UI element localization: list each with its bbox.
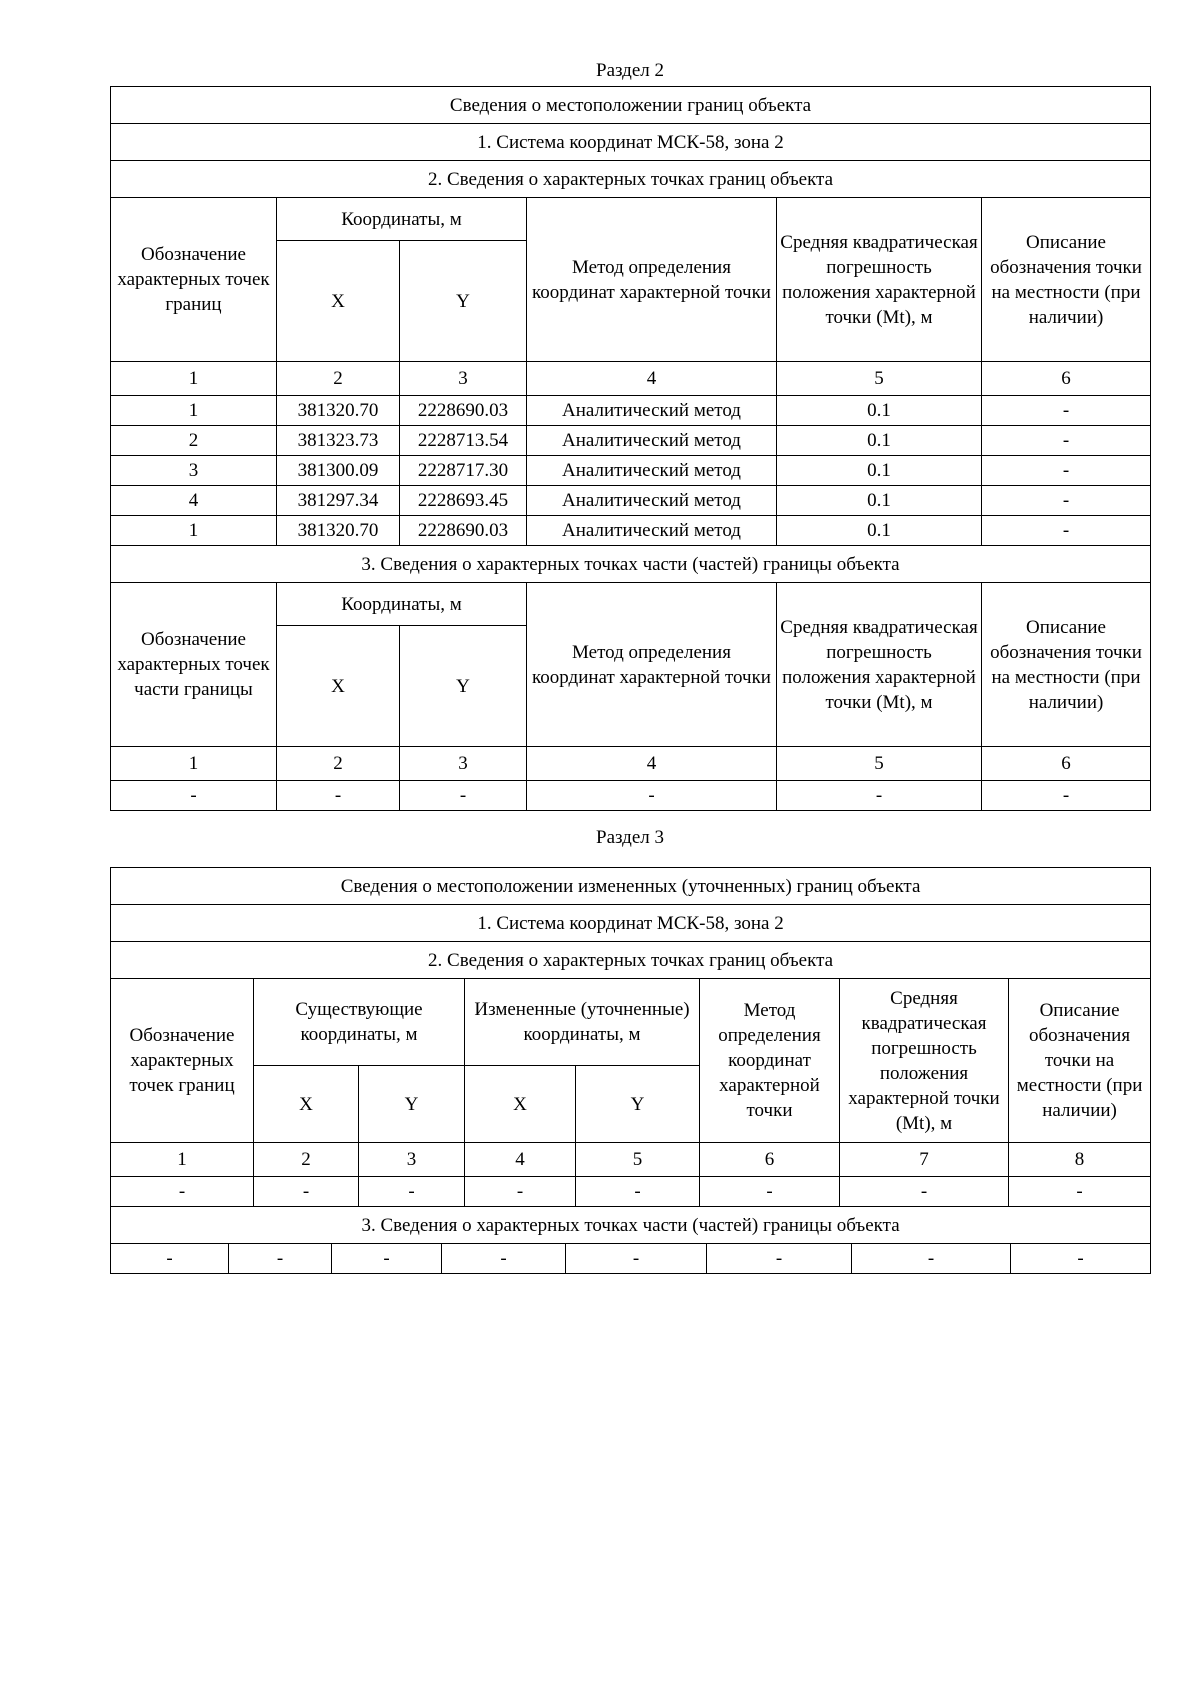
header-y: Y — [400, 241, 527, 362]
coord-system-row — [111, 124, 1151, 161]
cell-point: 2 — [111, 426, 277, 456]
cell-mt: 0.1 — [777, 486, 982, 516]
parts-title-row — [111, 1207, 1151, 1244]
col-num: 5 — [777, 747, 982, 781]
col-num: 2 — [277, 747, 400, 781]
table-row — [111, 456, 1151, 486]
col-num: 1 — [111, 747, 277, 781]
parts-header-description: Описание обозначения точки на местности (при наличии) — [982, 583, 1151, 747]
header-x: X — [465, 1066, 576, 1143]
section-3-title: Раздел 3 — [596, 827, 664, 848]
cell-y: 2228717.30 — [400, 456, 527, 486]
col-num: 5 — [777, 362, 982, 396]
header-y: Y — [359, 1066, 465, 1143]
table-row — [111, 516, 1151, 546]
caption-row — [111, 868, 1151, 905]
cell-mt: 0.1 — [777, 396, 982, 426]
cell-desc: - — [982, 516, 1151, 546]
col-num: 6 — [982, 747, 1151, 781]
cell-empty: - — [229, 1244, 332, 1274]
col-num: 2 — [254, 1143, 359, 1177]
cell-desc: - — [982, 396, 1151, 426]
cell-empty: - — [527, 781, 777, 811]
cell-empty: - — [465, 1177, 576, 1207]
cell-empty: - — [332, 1244, 442, 1274]
section-3-parts-table — [110, 1243, 1151, 1274]
cell-empty: - — [576, 1177, 700, 1207]
cell-method: Аналитический метод — [527, 456, 777, 486]
parts-header-method: Метод определения координат характерной точки — [527, 583, 777, 747]
header-method: Метод определения координат характерной точки — [527, 198, 777, 362]
parts-header-row — [111, 583, 1151, 626]
col-num: 3 — [359, 1143, 465, 1177]
cell-method: Аналитический метод — [527, 396, 777, 426]
col-num: 6 — [700, 1143, 840, 1177]
cell-y: 2228690.03 — [400, 516, 527, 546]
points-title-row — [111, 942, 1151, 979]
cell-empty: - — [442, 1244, 566, 1274]
col-num: 3 — [400, 362, 527, 396]
header-coords: Координаты, м — [277, 198, 527, 241]
section-2-table — [110, 86, 1151, 811]
parts-header-y: Y — [400, 626, 527, 747]
parts-header-designation: Обозначение характерных точек части границы — [111, 583, 277, 747]
header-x: X — [277, 241, 400, 362]
cell-y: 2228693.45 — [400, 486, 527, 516]
cell-empty: - — [1011, 1244, 1151, 1274]
header-error: Средняя квадратическая погрешность положения характерной точки (Mt), м — [840, 979, 1009, 1143]
cell-mt: 0.1 — [777, 516, 982, 546]
parts-header-x: X — [277, 626, 400, 747]
header-description: Описание обозначения точки на местности (при наличии) — [982, 198, 1151, 362]
section-2-caption: Сведения о местоположении границ объекта — [111, 87, 1151, 124]
table-row — [111, 396, 1151, 426]
table-row — [111, 426, 1151, 456]
cell-y: 2228690.03 — [400, 396, 527, 426]
column-numbers-row — [111, 362, 1151, 396]
parts-column-numbers-row — [111, 747, 1151, 781]
cell-empty: - — [111, 781, 277, 811]
cell-mt: 0.1 — [777, 426, 982, 456]
points-title: 2. Сведения о характерных точках границ объекта — [111, 942, 1151, 979]
header-y: Y — [576, 1066, 700, 1143]
cell-empty: - — [359, 1177, 465, 1207]
cell-point: 4 — [111, 486, 277, 516]
caption-row — [111, 87, 1151, 124]
cell-y: 2228713.54 — [400, 426, 527, 456]
parts-table-row — [111, 781, 1151, 811]
document-page — [110, 56, 1150, 1274]
col-num: 1 — [111, 362, 277, 396]
section-3-table — [110, 867, 1151, 1244]
header-designation: Обозначение характерных точек границ — [111, 979, 254, 1143]
header-row — [111, 979, 1151, 1066]
cell-empty: - — [700, 1177, 840, 1207]
cell-desc: - — [982, 486, 1151, 516]
cell-point: 3 — [111, 456, 277, 486]
cell-point: 1 — [111, 396, 277, 426]
cell-desc: - — [982, 456, 1151, 486]
cell-empty: - — [254, 1177, 359, 1207]
header-error: Средняя квадратическая погрешность положения характерной точки (Mt), м — [777, 198, 982, 362]
parts-header-error: Средняя квадратическая погрешность положения характерной точки (Mt), м — [777, 583, 982, 747]
header-description: Описание обозначения точки на местности (при наличии) — [1009, 979, 1151, 1143]
parts-title: 3. Сведения о характерных точках части (частей) границы объекта — [111, 546, 1151, 583]
cell-mt: 0.1 — [777, 456, 982, 486]
cell-empty: - — [566, 1244, 707, 1274]
cell-x: 381300.09 — [277, 456, 400, 486]
coord-system: 1. Система координат МСК-58, зона 2 — [111, 905, 1151, 942]
cell-empty: - — [982, 781, 1151, 811]
col-num: 5 — [576, 1143, 700, 1177]
cell-empty: - — [111, 1244, 229, 1274]
coord-system: 1. Система координат МСК-58, зона 2 — [111, 124, 1151, 161]
cell-x: 381320.70 — [277, 516, 400, 546]
col-num: 3 — [400, 747, 527, 781]
cell-desc: - — [982, 426, 1151, 456]
col-num: 7 — [840, 1143, 1009, 1177]
section-3-caption: Сведения о местоположении измененных (уточненных) границ объекта — [111, 868, 1151, 905]
points-title-row — [111, 161, 1151, 198]
cell-empty: - — [777, 781, 982, 811]
section-2-title: Раздел 2 — [596, 60, 664, 81]
parts-title-row — [111, 546, 1151, 583]
col-num: 4 — [527, 362, 777, 396]
header-existing-coords: Существующие координаты, м — [254, 979, 465, 1066]
cell-empty: - — [852, 1244, 1011, 1274]
cell-x: 381323.73 — [277, 426, 400, 456]
cell-point: 1 — [111, 516, 277, 546]
cell-x: 381320.70 — [277, 396, 400, 426]
table-row — [111, 486, 1151, 516]
cell-empty: - — [400, 781, 527, 811]
header-method: Метод определения координат характерной точки — [700, 979, 840, 1143]
col-num: 4 — [465, 1143, 576, 1177]
parts-header-coords: Координаты, м — [277, 583, 527, 626]
parts-title: 3. Сведения о характерных точках части (частей) границы объекта — [111, 1207, 1151, 1244]
cell-method: Аналитический метод — [527, 486, 777, 516]
column-numbers-row — [111, 1143, 1151, 1177]
table-row — [111, 1177, 1151, 1207]
cell-empty: - — [707, 1244, 852, 1274]
cell-empty: - — [1009, 1177, 1151, 1207]
col-num: 2 — [277, 362, 400, 396]
cell-x: 381297.34 — [277, 486, 400, 516]
header-changed-coords: Измененные (уточненные) координаты, м — [465, 979, 700, 1066]
cell-empty: - — [111, 1177, 254, 1207]
header-x: X — [254, 1066, 359, 1143]
cell-method: Аналитический метод — [527, 516, 777, 546]
points-title: 2. Сведения о характерных точках границ объекта — [111, 161, 1151, 198]
header-row — [111, 198, 1151, 241]
col-num: 1 — [111, 1143, 254, 1177]
cell-empty: - — [277, 781, 400, 811]
col-num: 6 — [982, 362, 1151, 396]
header-designation: Обозначение характерных точек границ — [111, 198, 277, 362]
cell-method: Аналитический метод — [527, 426, 777, 456]
cell-empty: - — [840, 1177, 1009, 1207]
col-num: 4 — [527, 747, 777, 781]
col-num: 8 — [1009, 1143, 1151, 1177]
parts-table-row — [111, 1244, 1151, 1274]
coord-system-row — [111, 905, 1151, 942]
